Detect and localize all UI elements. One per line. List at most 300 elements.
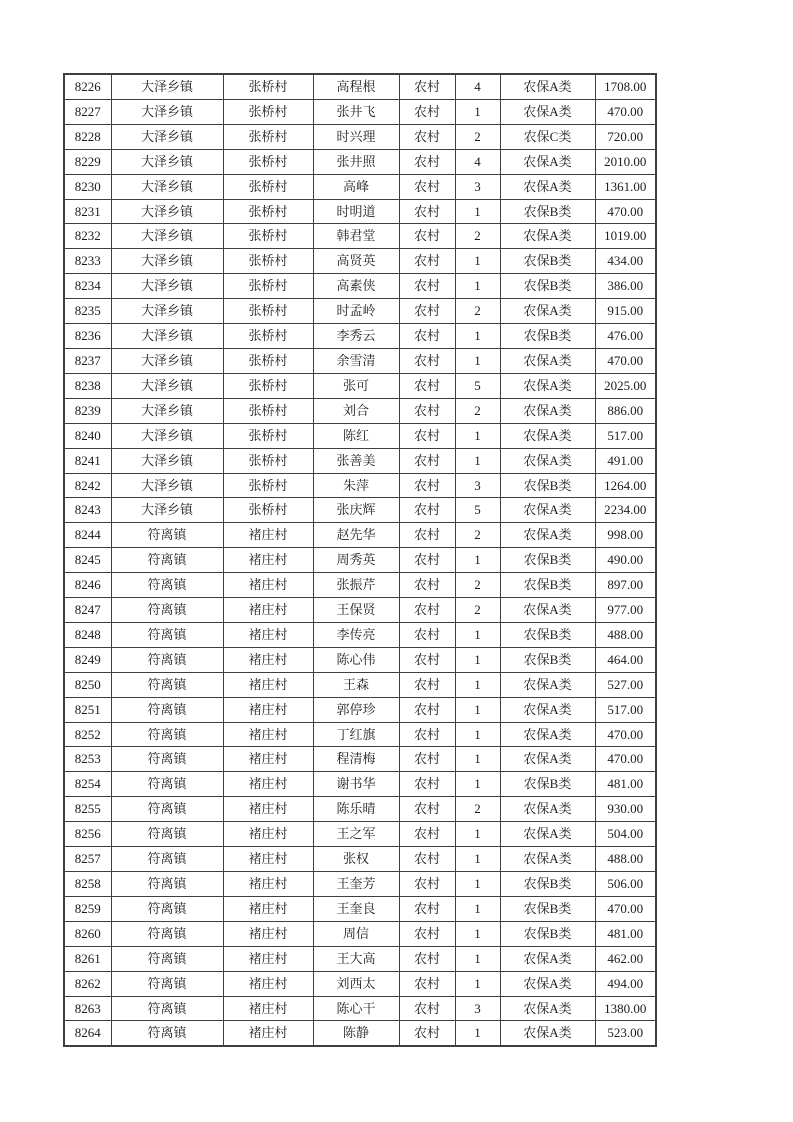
cell-amount: 1019.00	[595, 224, 656, 249]
cell-insurance-class: 农保B类	[500, 274, 595, 299]
cell-amount: 506.00	[595, 872, 656, 897]
cell-member-count: 1	[455, 921, 500, 946]
cell-record-id: 8262	[64, 971, 111, 996]
cell-insurance-class: 农保B类	[500, 896, 595, 921]
cell-town: 大泽乡镇	[111, 324, 223, 349]
cell-insurance-class: 农保B类	[500, 772, 595, 797]
table-row	[64, 772, 656, 797]
cell-person-name: 高贤英	[313, 249, 399, 274]
table-row	[64, 473, 656, 498]
cell-insurance-class: 农保B类	[500, 647, 595, 672]
cell-record-id: 8230	[64, 174, 111, 199]
cell-village: 张桥村	[223, 199, 313, 224]
cell-person-name: 张井飞	[313, 99, 399, 124]
cell-insurance-class: 农保A类	[500, 174, 595, 199]
cell-person-name: 时孟岭	[313, 299, 399, 324]
cell-village: 褚庄村	[223, 996, 313, 1021]
cell-residence-type: 农村	[399, 99, 455, 124]
cell-insurance-class: 农保A类	[500, 224, 595, 249]
cell-residence-type: 农村	[399, 822, 455, 847]
cell-amount: 462.00	[595, 946, 656, 971]
cell-residence-type: 农村	[399, 124, 455, 149]
cell-member-count: 5	[455, 373, 500, 398]
table-row	[64, 299, 656, 324]
cell-village: 褚庄村	[223, 896, 313, 921]
cell-amount: 1380.00	[595, 996, 656, 1021]
cell-insurance-class: 农保B类	[500, 249, 595, 274]
cell-residence-type: 农村	[399, 473, 455, 498]
cell-person-name: 张振芹	[313, 573, 399, 598]
table-row	[64, 523, 656, 548]
cell-town: 符离镇	[111, 523, 223, 548]
cell-record-id: 8246	[64, 573, 111, 598]
cell-town: 符离镇	[111, 772, 223, 797]
cell-town: 符离镇	[111, 747, 223, 772]
cell-person-name: 王奎芳	[313, 872, 399, 897]
cell-member-count: 1	[455, 1021, 500, 1046]
table-row	[64, 946, 656, 971]
cell-village: 褚庄村	[223, 747, 313, 772]
cell-amount: 470.00	[595, 348, 656, 373]
table-row	[64, 672, 656, 697]
cell-residence-type: 农村	[399, 548, 455, 573]
roster-table	[63, 73, 657, 1047]
cell-insurance-class: 农保B类	[500, 622, 595, 647]
cell-person-name: 王奎良	[313, 896, 399, 921]
cell-residence-type: 农村	[399, 74, 455, 99]
cell-village: 褚庄村	[223, 1021, 313, 1046]
cell-town: 符离镇	[111, 598, 223, 623]
cell-person-name: 张善美	[313, 448, 399, 473]
cell-village: 张桥村	[223, 99, 313, 124]
cell-village: 张桥村	[223, 224, 313, 249]
cell-amount: 915.00	[595, 299, 656, 324]
cell-record-id: 8260	[64, 921, 111, 946]
cell-person-name: 时明道	[313, 199, 399, 224]
cell-person-name: 张庆辉	[313, 498, 399, 523]
cell-village: 张桥村	[223, 398, 313, 423]
cell-record-id: 8235	[64, 299, 111, 324]
cell-residence-type: 农村	[399, 324, 455, 349]
cell-village: 褚庄村	[223, 797, 313, 822]
cell-town: 符离镇	[111, 946, 223, 971]
cell-residence-type: 农村	[399, 348, 455, 373]
cell-person-name: 高峰	[313, 174, 399, 199]
cell-amount: 886.00	[595, 398, 656, 423]
cell-town: 符离镇	[111, 971, 223, 996]
cell-member-count: 1	[455, 448, 500, 473]
cell-member-count: 1	[455, 622, 500, 647]
cell-record-id: 8263	[64, 996, 111, 1021]
cell-member-count: 1	[455, 249, 500, 274]
cell-town: 符离镇	[111, 573, 223, 598]
cell-residence-type: 农村	[399, 523, 455, 548]
cell-member-count: 1	[455, 99, 500, 124]
cell-record-id: 8227	[64, 99, 111, 124]
table-row	[64, 647, 656, 672]
cell-insurance-class: 农保A类	[500, 946, 595, 971]
cell-amount: 2234.00	[595, 498, 656, 523]
cell-residence-type: 农村	[399, 772, 455, 797]
table-row	[64, 423, 656, 448]
cell-person-name: 周秀英	[313, 548, 399, 573]
cell-amount: 476.00	[595, 324, 656, 349]
cell-village: 褚庄村	[223, 647, 313, 672]
cell-person-name: 王森	[313, 672, 399, 697]
cell-record-id: 8237	[64, 348, 111, 373]
table-row	[64, 797, 656, 822]
cell-town: 符离镇	[111, 797, 223, 822]
cell-amount: 470.00	[595, 722, 656, 747]
table-row	[64, 74, 656, 99]
cell-member-count: 1	[455, 822, 500, 847]
cell-town: 符离镇	[111, 647, 223, 672]
cell-record-id: 8229	[64, 149, 111, 174]
cell-person-name: 周信	[313, 921, 399, 946]
cell-person-name: 丁红旗	[313, 722, 399, 747]
cell-town: 符离镇	[111, 672, 223, 697]
cell-member-count: 2	[455, 797, 500, 822]
cell-member-count: 1	[455, 971, 500, 996]
cell-insurance-class: 农保A类	[500, 722, 595, 747]
cell-village: 张桥村	[223, 274, 313, 299]
cell-member-count: 2	[455, 573, 500, 598]
cell-village: 褚庄村	[223, 946, 313, 971]
cell-town: 符离镇	[111, 1021, 223, 1046]
cell-member-count: 1	[455, 324, 500, 349]
cell-person-name: 张权	[313, 847, 399, 872]
table-row	[64, 921, 656, 946]
cell-record-id: 8234	[64, 274, 111, 299]
cell-village: 张桥村	[223, 74, 313, 99]
cell-record-id: 8232	[64, 224, 111, 249]
cell-residence-type: 农村	[399, 224, 455, 249]
cell-village: 褚庄村	[223, 847, 313, 872]
cell-record-id: 8247	[64, 598, 111, 623]
cell-record-id: 8264	[64, 1021, 111, 1046]
cell-record-id: 8248	[64, 622, 111, 647]
cell-record-id: 8245	[64, 548, 111, 573]
cell-town: 大泽乡镇	[111, 398, 223, 423]
cell-insurance-class: 农保A类	[500, 822, 595, 847]
cell-member-count: 2	[455, 523, 500, 548]
cell-residence-type: 农村	[399, 573, 455, 598]
table-row	[64, 149, 656, 174]
cell-town: 大泽乡镇	[111, 174, 223, 199]
cell-member-count: 1	[455, 722, 500, 747]
cell-village: 褚庄村	[223, 548, 313, 573]
cell-member-count: 1	[455, 772, 500, 797]
cell-amount: 481.00	[595, 921, 656, 946]
cell-village: 褚庄村	[223, 971, 313, 996]
cell-residence-type: 农村	[399, 872, 455, 897]
cell-member-count: 3	[455, 996, 500, 1021]
cell-insurance-class: 农保A类	[500, 697, 595, 722]
cell-town: 符离镇	[111, 896, 223, 921]
cell-amount: 897.00	[595, 573, 656, 598]
cell-town: 大泽乡镇	[111, 498, 223, 523]
cell-insurance-class: 农保A类	[500, 498, 595, 523]
cell-village: 褚庄村	[223, 697, 313, 722]
table-row	[64, 174, 656, 199]
cell-residence-type: 农村	[399, 697, 455, 722]
cell-residence-type: 农村	[399, 672, 455, 697]
cell-amount: 930.00	[595, 797, 656, 822]
cell-insurance-class: 农保A类	[500, 971, 595, 996]
cell-record-id: 8255	[64, 797, 111, 822]
cell-town: 大泽乡镇	[111, 473, 223, 498]
cell-amount: 998.00	[595, 523, 656, 548]
cell-town: 大泽乡镇	[111, 249, 223, 274]
cell-amount: 1708.00	[595, 74, 656, 99]
cell-member-count: 1	[455, 896, 500, 921]
cell-amount: 523.00	[595, 1021, 656, 1046]
cell-record-id: 8254	[64, 772, 111, 797]
cell-person-name: 刘西太	[313, 971, 399, 996]
cell-person-name: 张井照	[313, 149, 399, 174]
cell-amount: 470.00	[595, 99, 656, 124]
cell-person-name: 陈乐晴	[313, 797, 399, 822]
cell-insurance-class: 农保A类	[500, 847, 595, 872]
cell-village: 褚庄村	[223, 872, 313, 897]
table-row	[64, 548, 656, 573]
cell-member-count: 1	[455, 672, 500, 697]
cell-village: 张桥村	[223, 249, 313, 274]
cell-record-id: 8242	[64, 473, 111, 498]
cell-person-name: 时兴理	[313, 124, 399, 149]
cell-town: 大泽乡镇	[111, 299, 223, 324]
table-row	[64, 224, 656, 249]
cell-insurance-class: 农保B类	[500, 573, 595, 598]
cell-residence-type: 农村	[399, 996, 455, 1021]
cell-insurance-class: 农保A类	[500, 149, 595, 174]
cell-person-name: 张可	[313, 373, 399, 398]
cell-insurance-class: 农保B类	[500, 548, 595, 573]
cell-village: 张桥村	[223, 373, 313, 398]
cell-insurance-class: 农保B类	[500, 324, 595, 349]
cell-residence-type: 农村	[399, 722, 455, 747]
cell-village: 张桥村	[223, 299, 313, 324]
cell-village: 褚庄村	[223, 822, 313, 847]
cell-record-id: 8253	[64, 747, 111, 772]
cell-member-count: 1	[455, 946, 500, 971]
cell-amount: 470.00	[595, 199, 656, 224]
cell-town: 符离镇	[111, 622, 223, 647]
cell-insurance-class: 农保A类	[500, 398, 595, 423]
cell-person-name: 朱萍	[313, 473, 399, 498]
cell-residence-type: 农村	[399, 847, 455, 872]
cell-record-id: 8257	[64, 847, 111, 872]
cell-member-count: 3	[455, 473, 500, 498]
table-row	[64, 896, 656, 921]
cell-insurance-class: 农保A类	[500, 348, 595, 373]
cell-residence-type: 农村	[399, 896, 455, 921]
cell-amount: 491.00	[595, 448, 656, 473]
cell-person-name: 余雪清	[313, 348, 399, 373]
table-row	[64, 872, 656, 897]
cell-person-name: 高程根	[313, 74, 399, 99]
cell-town: 符离镇	[111, 822, 223, 847]
cell-town: 大泽乡镇	[111, 348, 223, 373]
cell-town: 大泽乡镇	[111, 74, 223, 99]
roster-table-body	[64, 74, 656, 1046]
cell-person-name: 陈心干	[313, 996, 399, 1021]
cell-insurance-class: 农保C类	[500, 124, 595, 149]
cell-town: 符离镇	[111, 847, 223, 872]
table-row	[64, 1021, 656, 1046]
cell-record-id: 8228	[64, 124, 111, 149]
table-row	[64, 99, 656, 124]
cell-insurance-class: 农保A类	[500, 797, 595, 822]
cell-record-id: 8256	[64, 822, 111, 847]
cell-record-id: 8241	[64, 448, 111, 473]
cell-insurance-class: 农保B类	[500, 199, 595, 224]
cell-residence-type: 农村	[399, 747, 455, 772]
cell-insurance-class: 农保A类	[500, 672, 595, 697]
cell-insurance-class: 农保A类	[500, 373, 595, 398]
cell-residence-type: 农村	[399, 498, 455, 523]
cell-residence-type: 农村	[399, 398, 455, 423]
cell-amount: 488.00	[595, 847, 656, 872]
cell-record-id: 8251	[64, 697, 111, 722]
cell-residence-type: 农村	[399, 622, 455, 647]
cell-member-count: 1	[455, 274, 500, 299]
cell-amount: 434.00	[595, 249, 656, 274]
cell-record-id: 8226	[64, 74, 111, 99]
table-row	[64, 996, 656, 1021]
cell-amount: 470.00	[595, 896, 656, 921]
cell-member-count: 2	[455, 598, 500, 623]
cell-record-id: 8233	[64, 249, 111, 274]
cell-member-count: 1	[455, 423, 500, 448]
cell-village: 褚庄村	[223, 622, 313, 647]
cell-insurance-class: 农保A类	[500, 448, 595, 473]
table-row	[64, 573, 656, 598]
cell-town: 大泽乡镇	[111, 99, 223, 124]
cell-record-id: 8252	[64, 722, 111, 747]
cell-amount: 517.00	[595, 697, 656, 722]
cell-town: 符离镇	[111, 996, 223, 1021]
cell-village: 张桥村	[223, 124, 313, 149]
cell-residence-type: 农村	[399, 199, 455, 224]
cell-amount: 517.00	[595, 423, 656, 448]
table-row	[64, 274, 656, 299]
cell-residence-type: 农村	[399, 448, 455, 473]
table-row	[64, 199, 656, 224]
cell-village: 张桥村	[223, 348, 313, 373]
cell-insurance-class: 农保A类	[500, 996, 595, 1021]
cell-town: 大泽乡镇	[111, 124, 223, 149]
cell-person-name: 郭停珍	[313, 697, 399, 722]
table-row	[64, 722, 656, 747]
cell-insurance-class: 农保A类	[500, 747, 595, 772]
table-row	[64, 697, 656, 722]
cell-person-name: 刘合	[313, 398, 399, 423]
cell-amount: 386.00	[595, 274, 656, 299]
cell-insurance-class: 农保B类	[500, 473, 595, 498]
cell-person-name: 陈红	[313, 423, 399, 448]
cell-member-count: 3	[455, 174, 500, 199]
cell-town: 大泽乡镇	[111, 224, 223, 249]
cell-amount: 2010.00	[595, 149, 656, 174]
cell-person-name: 李秀云	[313, 324, 399, 349]
table-row	[64, 598, 656, 623]
cell-person-name: 王之军	[313, 822, 399, 847]
cell-residence-type: 农村	[399, 299, 455, 324]
cell-record-id: 8239	[64, 398, 111, 423]
cell-village: 张桥村	[223, 448, 313, 473]
cell-village: 张桥村	[223, 423, 313, 448]
cell-town: 符离镇	[111, 872, 223, 897]
cell-member-count: 4	[455, 74, 500, 99]
cell-village: 褚庄村	[223, 573, 313, 598]
cell-insurance-class: 农保A类	[500, 598, 595, 623]
cell-record-id: 8244	[64, 523, 111, 548]
cell-member-count: 1	[455, 548, 500, 573]
table-row	[64, 373, 656, 398]
cell-town: 符离镇	[111, 722, 223, 747]
table-row	[64, 822, 656, 847]
cell-village: 褚庄村	[223, 598, 313, 623]
table-row	[64, 398, 656, 423]
cell-town: 大泽乡镇	[111, 373, 223, 398]
cell-member-count: 1	[455, 199, 500, 224]
cell-member-count: 1	[455, 872, 500, 897]
cell-member-count: 2	[455, 124, 500, 149]
cell-town: 大泽乡镇	[111, 199, 223, 224]
cell-member-count: 2	[455, 299, 500, 324]
cell-person-name: 陈静	[313, 1021, 399, 1046]
cell-residence-type: 农村	[399, 797, 455, 822]
cell-person-name: 程清梅	[313, 747, 399, 772]
cell-member-count: 1	[455, 697, 500, 722]
cell-residence-type: 农村	[399, 971, 455, 996]
table-row	[64, 847, 656, 872]
cell-amount: 470.00	[595, 747, 656, 772]
cell-residence-type: 农村	[399, 174, 455, 199]
cell-insurance-class: 农保B类	[500, 921, 595, 946]
cell-member-count: 2	[455, 398, 500, 423]
cell-insurance-class: 农保A类	[500, 423, 595, 448]
cell-amount: 481.00	[595, 772, 656, 797]
cell-village: 褚庄村	[223, 921, 313, 946]
table-row	[64, 498, 656, 523]
cell-residence-type: 农村	[399, 373, 455, 398]
cell-village: 张桥村	[223, 498, 313, 523]
cell-person-name: 赵先华	[313, 523, 399, 548]
cell-record-id: 8231	[64, 199, 111, 224]
cell-residence-type: 农村	[399, 249, 455, 274]
cell-person-name: 李传亮	[313, 622, 399, 647]
cell-person-name: 高素侠	[313, 274, 399, 299]
cell-amount: 1264.00	[595, 473, 656, 498]
cell-record-id: 8240	[64, 423, 111, 448]
cell-village: 张桥村	[223, 324, 313, 349]
cell-record-id: 8258	[64, 872, 111, 897]
cell-amount: 977.00	[595, 598, 656, 623]
cell-record-id: 8236	[64, 324, 111, 349]
cell-town: 符离镇	[111, 697, 223, 722]
cell-member-count: 4	[455, 149, 500, 174]
cell-residence-type: 农村	[399, 149, 455, 174]
cell-village: 褚庄村	[223, 772, 313, 797]
cell-residence-type: 农村	[399, 647, 455, 672]
cell-person-name: 王大高	[313, 946, 399, 971]
cell-record-id: 8259	[64, 896, 111, 921]
cell-amount: 527.00	[595, 672, 656, 697]
cell-residence-type: 农村	[399, 921, 455, 946]
cell-village: 褚庄村	[223, 523, 313, 548]
